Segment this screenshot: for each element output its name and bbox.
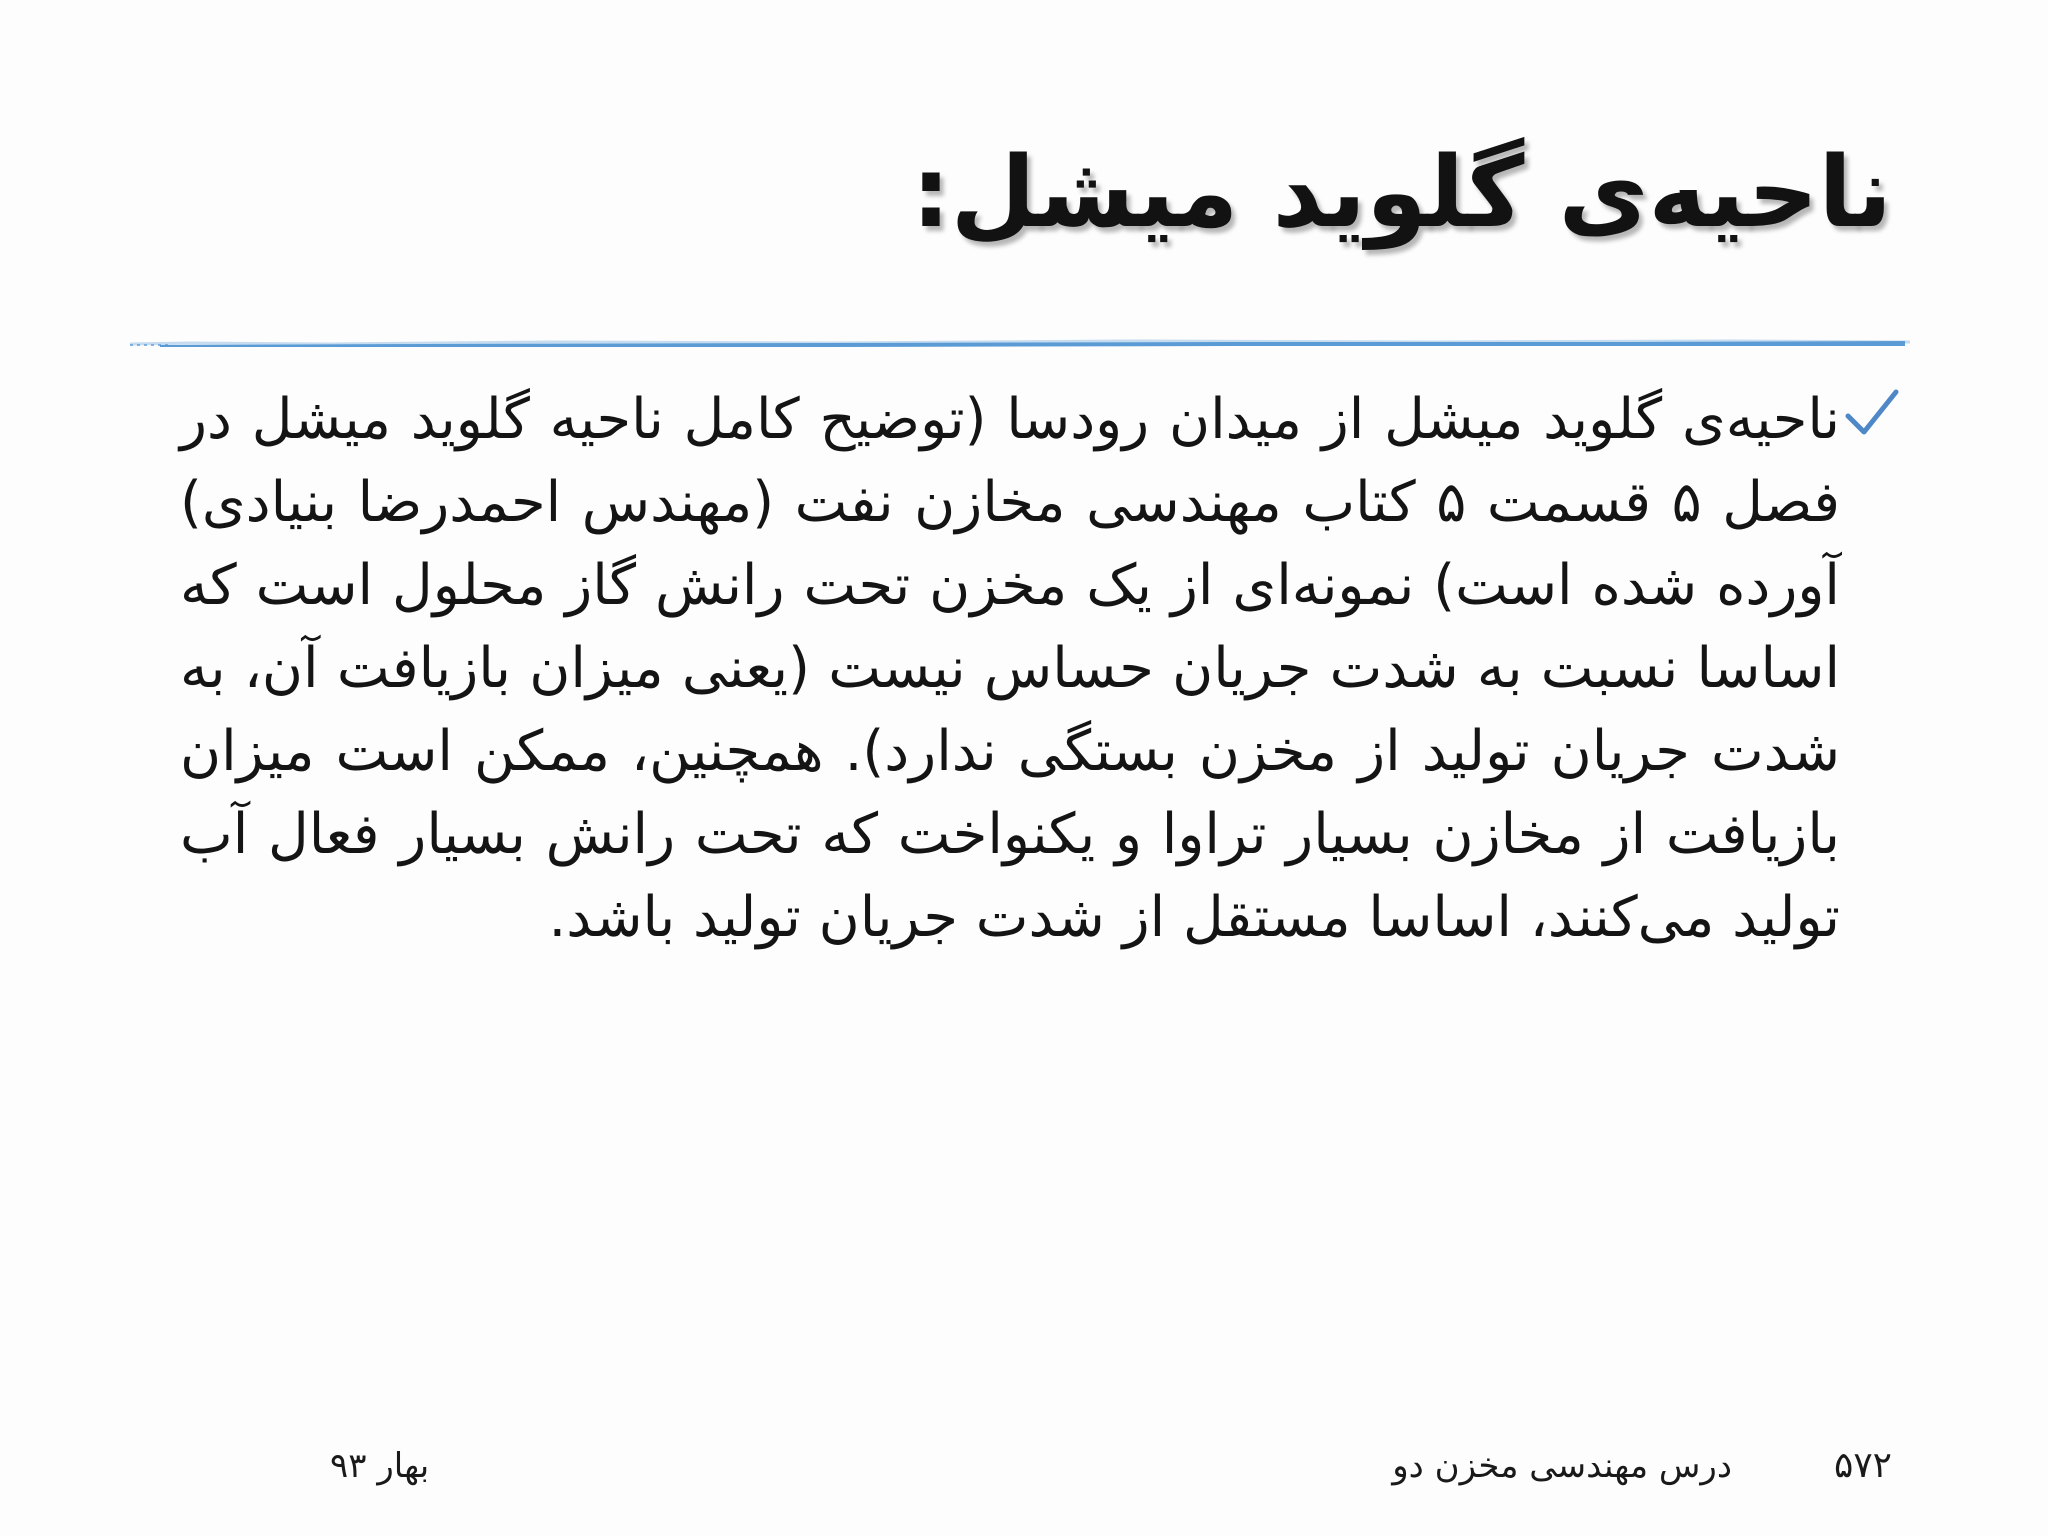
footer-course-name: درس مهندسی مخزن دو bbox=[1392, 1446, 1732, 1486]
slide-title: ناحیه‌ی گلوید میشل: bbox=[911, 136, 1892, 250]
bullet-item bbox=[180, 378, 1840, 959]
checkmark-icon bbox=[1842, 386, 1902, 442]
slide-body bbox=[180, 378, 1840, 959]
title-underline bbox=[130, 336, 1910, 350]
footer-term: بهار ۹۳ bbox=[330, 1446, 430, 1486]
bullet-text: ناحیه‌ی گلوید میشل از میدان رودسا (توضیح کامل ناحیه گلوید میشل در فصل ۵ قسمت ۵ کتاب مهندسی مخازن نفت (مهندس احمدرضا بنیادی) آورده شده است) نمونه‌ای از یک مخزن تحت رانش گاز محلول است که اساسا نسبت به شدت جریان حساس نیست (یعنی میزان بازیافت آن، به شدت جریان تولید از مخزن بستگی ندارد). همچنین، ممکن است میزان بازیافت از مخازن بسیار تراوا و یکنواخت که تحت رانش بسیار فعال آب تولید می‌کنند، اساسا مستقل از شدت جریان تولید باشد. bbox=[180, 387, 1840, 950]
slide-number: ۵۷۲ bbox=[1833, 1445, 1892, 1486]
